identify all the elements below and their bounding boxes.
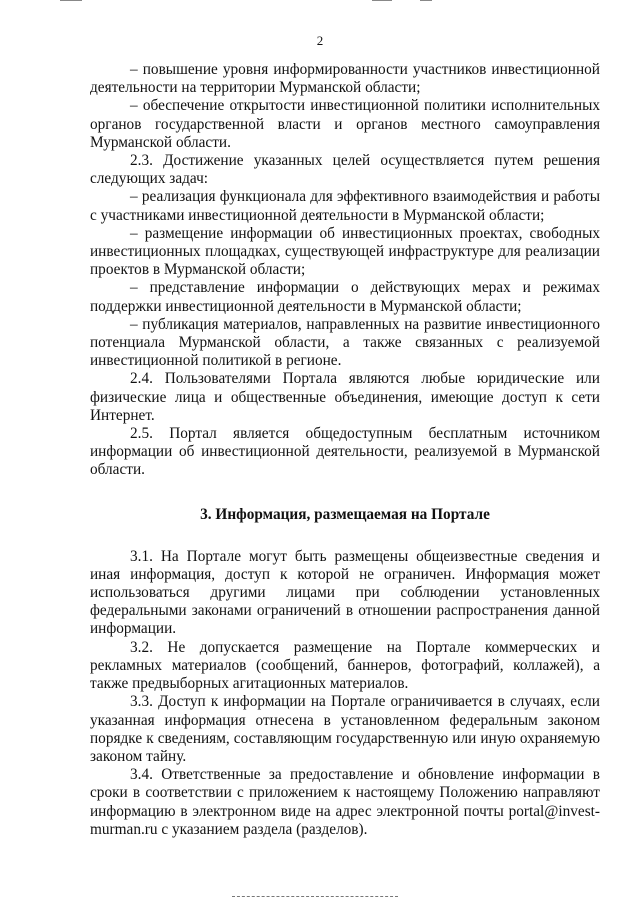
paragraph: 3.3. Доступ к информации на Портале ограничивается в случаях, если указанная информация отнесена в установленном федеральным законом порядке к сведениям, составляющим государственную или иную охраняемую законом тайну. bbox=[90, 693, 600, 765]
paragraph: – публикация материалов, направленных на развитие инвестиционного потенциала Мурманской области, а также связанных с реализуемой инвестиционной политикой в регионе. bbox=[90, 315, 600, 370]
scan-bottom-mark bbox=[232, 896, 398, 898]
section-heading: 3. Информация, размещаемая на Портале bbox=[200, 505, 490, 523]
paragraph: 2.3. Достижение указанных целей осуществляется путем решения следующих задач: bbox=[90, 152, 600, 188]
document-body bbox=[90, 61, 600, 839]
paragraph: – представление информации о действующих мерах и режимах поддержки инвестиционной деятельности в Мурманской области; bbox=[90, 279, 600, 315]
paragraph: – повышение уровня информированности участников инвестиционной деятельности на территории Мурманской области; bbox=[90, 61, 600, 97]
paragraph: 3.1. На Портале могут быть размещены общеизвестные сведения и иная информация, доступ к которой не ограничен. Информация может использоваться другими лицами при соблюдении установленных федеральными законами ограничений в отношении распространения данной информации. bbox=[90, 547, 600, 638]
paragraph: – размещение информации об инвестиционных проектах, свободных инвестиционных площадках, существующей инфраструктуре для реализации проектов в Мурманской области; bbox=[90, 224, 600, 279]
paragraph: – реализация функционала для эффективного взаимодействия и работы с участниками инвестиционной деятельности в Мурманской области; bbox=[90, 188, 600, 224]
paragraph: 3.4. Ответственные за предоставление и обновление информации в сроки в соответствии с приложением к настоящему Положению направляют информацию в электронном виде на адрес электронной почты portal@invest-murman.ru с указанием раздела (разделов). bbox=[90, 766, 600, 838]
paragraph: 2.5. Портал является общедоступным бесплатным источником информации об инвестиционной деятельности, реализуемой в Мурманской области. bbox=[90, 425, 600, 479]
paragraph: – обеспечение открытости инвестиционной политики исполнительных органов государственной власти и органов местного самоуправления Мурманской области. bbox=[90, 97, 600, 151]
paragraph: 3.2. Не допускается размещение на Портале коммерческих и рекламных материалов (сообщений, баннеров, фотографий, коллажей), а также предвыборных агитационных материалов. bbox=[90, 638, 600, 693]
page-number: 2 bbox=[316, 33, 324, 48]
paragraph: 2.4. Пользователями Портала являются любые юридические или физические лица и общественные объединения, имеющие доступ к сети Интернет. bbox=[90, 370, 600, 424]
scan-top-marks bbox=[0, 0, 640, 4]
